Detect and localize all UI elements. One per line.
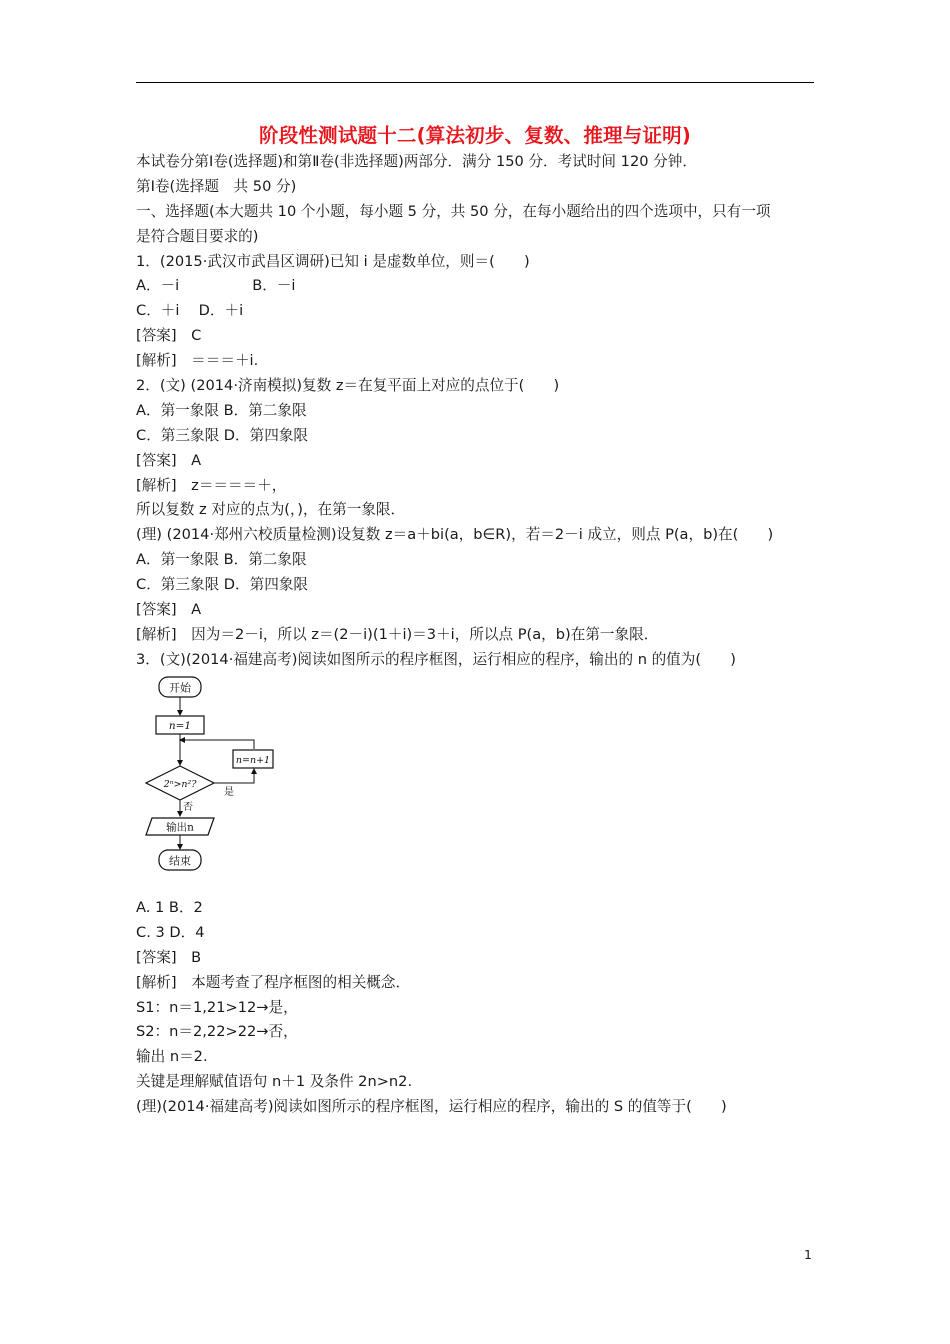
- end-label: 结束: [169, 854, 191, 868]
- text-line: A．第一象限 B．第二象限: [136, 401, 307, 419]
- text-line: 本试卷分第Ⅰ卷(选择题)和第Ⅱ卷(非选择题)两部分．满分 150 分．考试时间 120 分钟．: [136, 153, 697, 170]
- text-line: 2．(文) (2014·济南模拟)复数 z＝在复平面上对应的点位于( ): [136, 377, 560, 395]
- text-line: C. 3 D．4: [136, 923, 205, 941]
- text-line: A. 1 B．2: [136, 899, 203, 916]
- text-line: C．＋i D．＋i: [136, 302, 244, 320]
- text-line: 所以复数 z 对应的点为(，)，在第一象限．: [136, 501, 406, 519]
- text-line: 第Ⅰ卷(选择题 共 50 分): [136, 177, 297, 195]
- text-line: 1．(2015·武汉市武昌区调研)已知 i 是虚数单位，则＝( ): [136, 252, 530, 270]
- text-line: 是符合题目要求的): [136, 227, 259, 245]
- text-line: C．第三象限 D．第四象限: [136, 426, 309, 444]
- text-line: C．第三象限 D．第四象限: [136, 576, 309, 594]
- text-line: [答案] B: [136, 948, 202, 966]
- program-flowchart: [136, 673, 286, 883]
- loop-back-arrow: [180, 740, 254, 749]
- document-title: 阶段性测试题十二(算法初步、复数、推理与证明): [259, 124, 691, 147]
- text-line: 3．(文)(2014·福建高考)阅读如图所示的程序框图，运行相应的程序，输出的 n 的值为( ): [136, 650, 736, 668]
- text-line: A．第一象限 B．第二象限: [136, 551, 307, 569]
- update-label: n=n+1: [235, 755, 271, 766]
- text-line: [答案] C: [136, 327, 202, 345]
- text-line: S1：n＝1,21>12→是，: [136, 998, 298, 1016]
- output-label: 输出n: [166, 821, 194, 834]
- condition-label: 2ⁿ>n²?: [163, 779, 197, 790]
- text-line: S2：n＝2,22>22→否，: [136, 1023, 298, 1041]
- yes-arrow: [214, 769, 254, 783]
- body-text-top: [136, 150, 816, 673]
- text-line: [解析] ＝＝＝＋i.: [136, 352, 259, 370]
- body-text-bottom: [136, 896, 816, 1120]
- yes-label: 是: [224, 787, 234, 798]
- text-line: [解析] 因为＝2－i，所以 z＝(2－i)(1＋i)＝3＋i，所以点 P(a，b)在第一象限．: [136, 625, 659, 643]
- init-label: n=1: [168, 720, 192, 732]
- text-line: [答案] A: [136, 451, 202, 469]
- no-label: 否: [183, 802, 193, 813]
- page-number: 1: [804, 1247, 812, 1262]
- header-rule: [136, 82, 814, 83]
- start-label: 开始: [169, 681, 191, 695]
- text-line: A．－i B．－i: [136, 277, 296, 295]
- text-line: 关键是理解赋值语句 n＋1 及条件 2n>n2.: [136, 1073, 413, 1091]
- text-line: [解析] 本题考查了程序框图的相关概念．: [136, 973, 411, 991]
- text-line: (理)(2014·福建高考)阅读如图所示的程序框图，运行相应的程序，输出的 S 的值等于( ): [136, 1098, 727, 1116]
- text-line: [答案] A: [136, 601, 202, 619]
- text-line: 一、选择题(本大题共 10 个小题，每小题 5 分，共 50 分，在每小题给出的四个选项中，只有一项: [136, 202, 771, 220]
- text-line: (理) (2014·郑州六校质量检测)设复数 z＝a＋bi(a，b∈R)，若＝2－i 成立，则点 P(a，b)在( ): [136, 526, 774, 544]
- text-line: 输出 n＝2.: [136, 1048, 208, 1066]
- text-line: [解析] z＝＝＝＝＋，: [136, 476, 287, 494]
